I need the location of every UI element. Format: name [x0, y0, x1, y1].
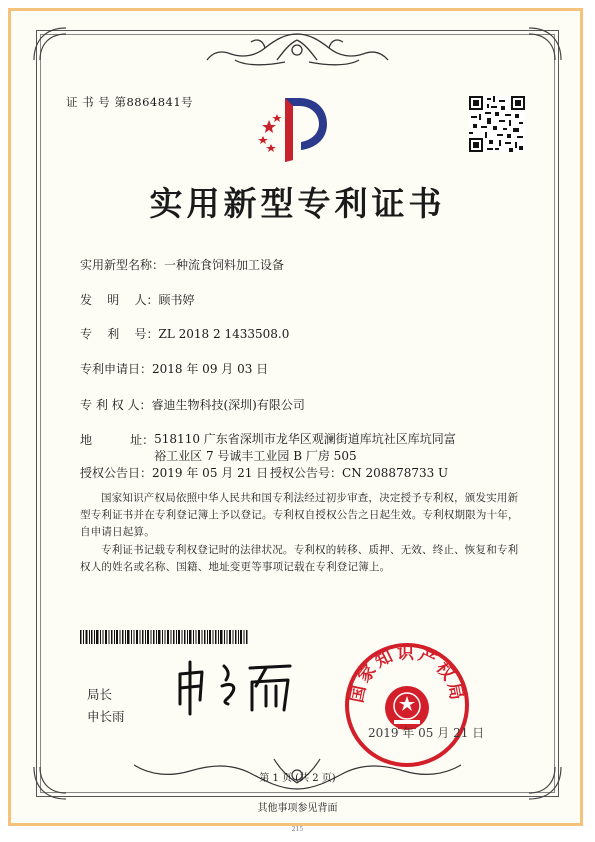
corner-ornament-icon	[30, 24, 70, 64]
corner-ornament-icon	[525, 24, 565, 64]
patent-number-row	[80, 325, 289, 342]
address-row	[80, 431, 456, 465]
director-title: 局长	[87, 687, 113, 702]
utility-model-name-label: 实用新型名称：	[80, 258, 165, 272]
address-line-1: 518110 广东省深圳市龙华区观澜街道库坑社区库坑同富	[154, 432, 456, 446]
director-signature	[172, 652, 302, 722]
qr-code-icon	[469, 96, 525, 152]
patent-number-value: ZL 2018 2 1433508.0	[158, 327, 290, 341]
certificate-title: 实用新型专利证书	[149, 184, 446, 223]
grant-number-label: 授权公告号：	[270, 466, 343, 480]
page-number: 第 1 页 (共 2 页)	[259, 773, 336, 784]
utility-model-name-row	[80, 256, 284, 273]
utility-model-name-value: 一种流食饲料加工设备	[164, 258, 285, 272]
footer-note: 其他事项参见背面	[257, 803, 338, 814]
footer-tiny-number: 215	[291, 826, 304, 833]
patentee-value: 睿迪生物科技(深圳)有限公司	[151, 398, 305, 412]
filing-date-value: 2018 年 09 月 03 日	[152, 362, 269, 376]
address-label: 地 址：	[80, 433, 155, 447]
grant-date-value: 2019 年 05 月 21 日	[152, 466, 269, 480]
grant-statement-paragraph: 国家知识产权局依照中华人民共和国专利法经过初步审查，决定授予专利权，颁发实用新型专利证书并在专利登记簿上予以登记。专利权自授权公告之日起生效。专利权期限为十年，自申请日起算。	[80, 492, 519, 538]
inventor-value: 顾书婷	[158, 293, 195, 307]
official-seal-icon	[342, 640, 472, 770]
filing-date-label: 专利申请日：	[80, 362, 153, 376]
legal-status-paragraph: 专利证书记载专利权登记时的法律状况。专利权的转移、质押、无效、终止、恢复和专利权人的姓名或名称、国籍、地址变更等事项记载在专利登记簿上。	[80, 544, 519, 573]
address-line-2: 裕工业区 7 号诚丰工业园 B 厂房 505	[154, 449, 357, 463]
patentee-row	[80, 396, 305, 413]
grant-number-value: CN 208878733 U	[342, 466, 449, 480]
grant-announcement-row	[80, 464, 448, 481]
cnipa-logo-icon	[255, 92, 330, 164]
top-ornament-icon	[205, 30, 390, 70]
grant-date-label: 授权公告日：	[80, 466, 153, 480]
certificate-number: 证 书 号 第8864841号	[66, 95, 194, 109]
inventor-row	[80, 291, 195, 308]
seal-text: 国家知识产权局	[347, 643, 467, 705]
patentee-label: 专 利 权 人：	[80, 398, 152, 412]
patent-number-label: 专 利 号：	[80, 327, 159, 341]
director-name: 申长雨	[87, 709, 125, 724]
inventor-label: 发 明 人：	[80, 293, 159, 307]
seal-date: 2019 年 05 月 21 日	[368, 726, 485, 740]
filing-date-row	[80, 360, 268, 377]
barcode-icon	[80, 630, 250, 644]
